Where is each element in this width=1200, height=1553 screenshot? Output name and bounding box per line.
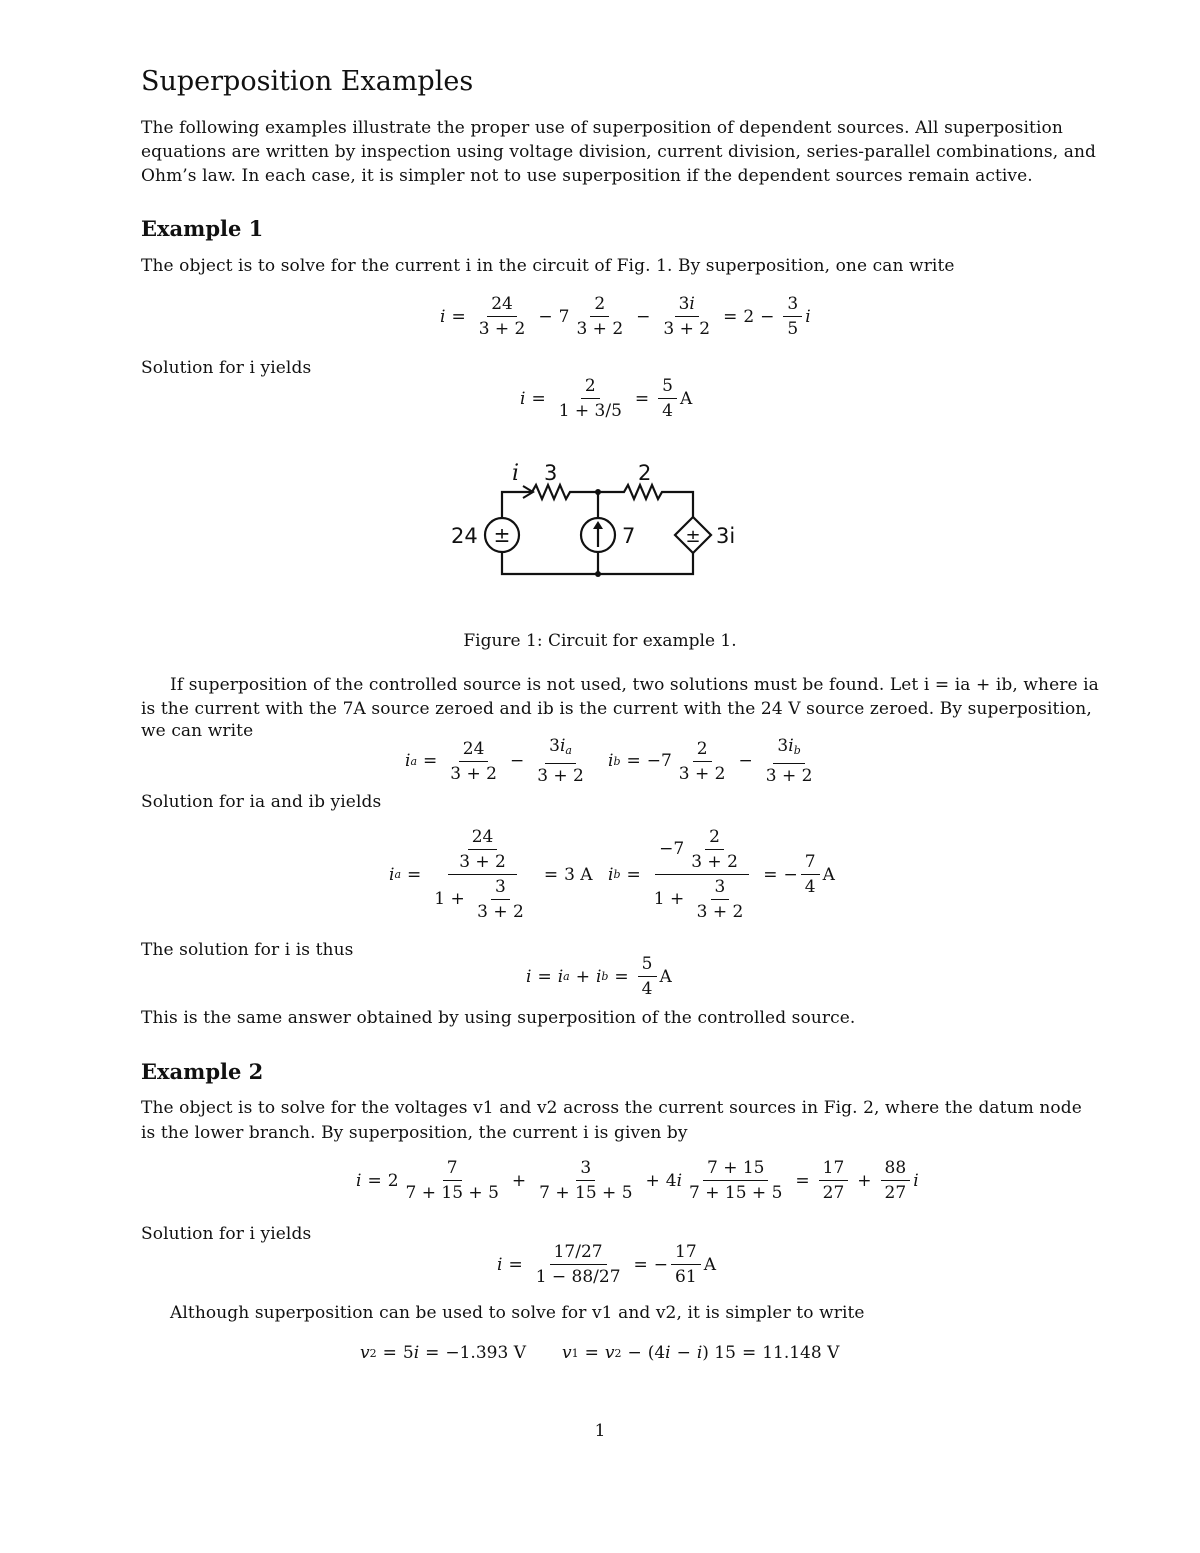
dependent-source-icon [675, 517, 711, 553]
circuit-label-r2: 2 [638, 461, 652, 485]
equation-ia: i a = $\frac{24}{3 + 2}$ − $\frac{3i_a}{3 + 2}$ [405, 736, 584, 786]
page-number: 1 [594, 1421, 606, 1441]
equation-ex2-solution: i = $\frac{17/27}{1 - 88/27}$ = − $\frac{17}{61}$ A [497, 1242, 716, 1287]
equation-v2-v1: v 2 = 5 i = −1.393 V v 1 = v 2 − (4 i − i ) 15 = 11.148 V [360, 1343, 840, 1363]
page-title: Superposition Examples [141, 66, 474, 97]
equation-ex2-i: i = 2 $\frac{7}{7 + 15 + 5}$ + $\frac{3}{7 + 15 + 5}$ + 4 i $\frac{7 + 15}{7 + 15 + 5}$ = $\frac{17}{27}$ + $\frac{88}{27}$ i [356, 1158, 919, 1203]
example1-solution-thus: The solution for i is thus [141, 940, 354, 960]
equation-ia-solution: i a = $\frac{24}{3 + 2}$ 1 + $\frac{3}{3 + 2}$ = 3 A [389, 827, 593, 922]
example1-para2-line1: If superposition of the controlled source is not used, two solutions must be found. Let i = ia + ib, where ia [170, 675, 1099, 695]
intro-line-2: equations are written by inspection using voltage division, current division, series-parallel combinations, and [141, 142, 1097, 162]
example2-although: Although superposition can be used to solve for v1 and v2, it is simpler to write [170, 1303, 865, 1323]
svg-text:±: ± [685, 526, 701, 547]
example1-solution-for-ab: Solution for ia and ib yields [141, 792, 382, 812]
current-source-icon [581, 518, 615, 552]
circuit-label-vsource: 24 [451, 524, 478, 548]
circuit-label-isource: 7 [622, 524, 636, 548]
figure-1-caption: Figure 1: Circuit for example 1. [463, 631, 737, 651]
intro-line-3: Ohm’s law. In each case, it is simpler not to use superposition if the dependent sources remain active. [141, 166, 1033, 186]
example1-para2-line2: is the current with the 7A source zeroed and ib is the current with the 24 V source zeroed. By superposition, [141, 699, 1092, 719]
example1-para2-line3: we can write [141, 721, 254, 741]
circuit-label-r1: 3 [544, 461, 558, 485]
example1-same-answer: This is the same answer obtained by using superposition of the controlled source. [141, 1008, 856, 1028]
example1-solution-for-i: Solution for i yields [141, 358, 312, 378]
example1-heading: Example 1 [141, 216, 264, 241]
equation-ib: i b = −7 $\frac{2}{3 + 2}$ − $\frac{3i_b}{3 + 2}$ [608, 736, 813, 786]
example2-line2: is the lower branch. By superposition, the current i is given by [141, 1123, 688, 1143]
circuit-label-i: i [512, 461, 520, 486]
equation-1: i = $\frac{24}{3 + 2}$ − 7 $\frac{2}{3 + 2}$ − $\frac{3i}{3 + 2}$ = 2 − $\frac{3}{5}$ i [440, 294, 811, 339]
example2-line1: The object is to solve for the voltages v1 and v2 across the current sources in Fig. 2, where the datum node [141, 1098, 1082, 1118]
intro-line-1: The following examples illustrate the proper use of superposition of dependent sources. All superposition [141, 118, 1063, 138]
example2-solution-for-i: Solution for i yields [141, 1224, 312, 1244]
circuit-diagram [440, 455, 760, 585]
voltage-source-icon [485, 518, 519, 552]
equation-2: i = $\frac{2}{1 + 3/5}$ = $\frac{5}{4}$ A [520, 376, 693, 421]
example2-heading: Example 2 [141, 1059, 264, 1084]
equation-ib-solution: i b = −7 $\frac{2}{3 + 2}$ 1 + $\frac{3}{3 + 2}$ = − $\frac{7}{4}$ A [608, 827, 835, 922]
equation-i-total: i = i a + i b = $\frac{5}{4}$ A [526, 954, 672, 999]
circuit-label-dep: 3i [716, 524, 736, 548]
svg-text:±: ± [493, 523, 511, 547]
example1-line1: The object is to solve for the current i in the circuit of Fig. 1. By superposition, one can write [141, 256, 955, 276]
